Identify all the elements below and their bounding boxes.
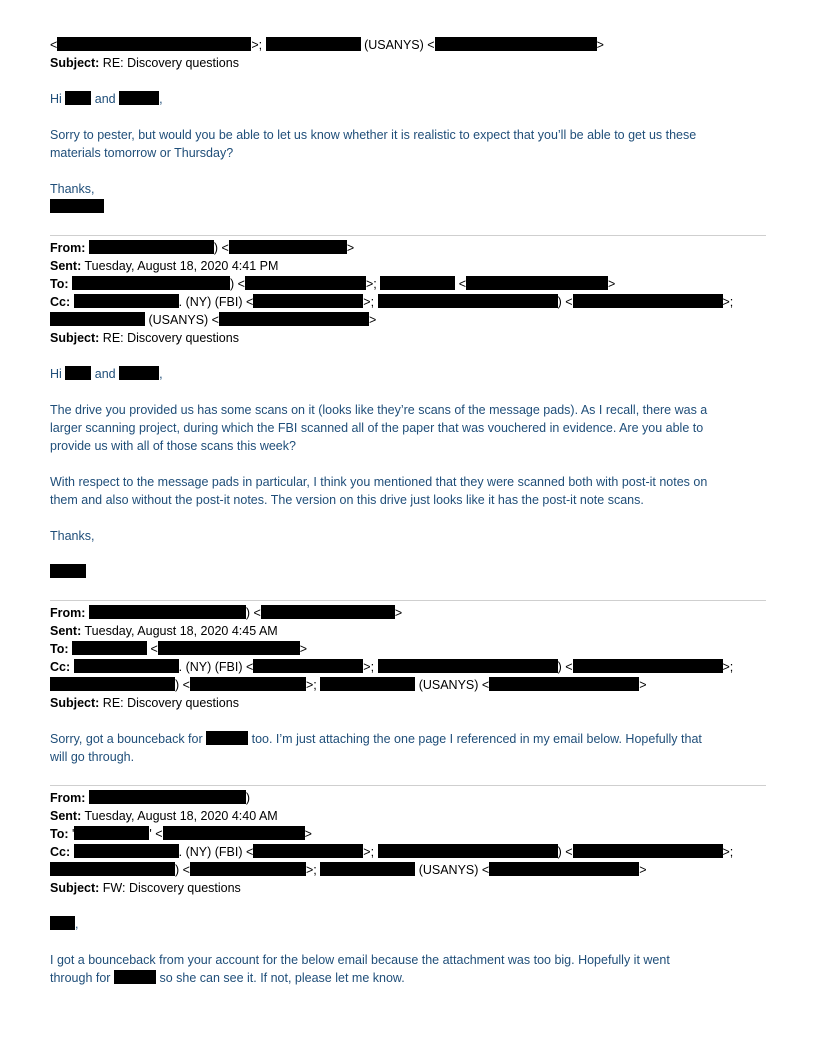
msg3-cc-line: Cc: . (NY) (FBI) < >; ) < >; bbox=[50, 660, 734, 674]
msg4-sent-line: Sent: Tuesday, August 18, 2020 4:40 AM bbox=[50, 809, 278, 823]
redaction bbox=[378, 659, 558, 673]
msg4-to-line: To: ' ' < > bbox=[50, 827, 312, 841]
redaction bbox=[378, 844, 558, 858]
redaction bbox=[229, 240, 347, 254]
redaction bbox=[50, 564, 86, 578]
redaction bbox=[57, 37, 251, 51]
msg2-subject-line: Subject: RE: Discovery questions bbox=[50, 331, 239, 345]
redaction bbox=[114, 970, 156, 984]
redaction bbox=[489, 862, 639, 876]
redaction bbox=[466, 276, 608, 290]
msg3-body-line: will go through. bbox=[50, 750, 135, 764]
msg2-to-line: To: ) < >; < > bbox=[50, 277, 616, 291]
redaction bbox=[50, 677, 175, 691]
redaction bbox=[253, 659, 363, 673]
msg4-subject-line: Subject: FW: Discovery questions bbox=[50, 881, 241, 895]
redaction bbox=[74, 659, 179, 673]
msg4-body-line: I got a bounceback from your account for the below email because the attachment was too big. Hopefully it went bbox=[50, 953, 670, 967]
redaction bbox=[74, 294, 179, 308]
redaction bbox=[245, 276, 366, 290]
msg3-body-line: Sorry, got a bounceback for too. I’m just attaching the one page I referenced in my email below. Hopefully that bbox=[50, 732, 702, 746]
msg4-body-line: through for so she can see it. If not, please let me know. bbox=[50, 971, 405, 985]
redaction bbox=[50, 199, 104, 213]
msg2-body-line: The drive you provided us has some scans on it (looks like they’re scans of the message pads). As I recall, there was a bbox=[50, 403, 708, 417]
msg2-cc-line-2: (USANYS) < > bbox=[50, 311, 376, 329]
redaction bbox=[573, 659, 723, 673]
redaction bbox=[65, 91, 91, 105]
redaction bbox=[119, 366, 159, 380]
msg3-to-line: To: < > bbox=[50, 642, 308, 656]
redaction bbox=[573, 294, 723, 308]
msg2-greeting: Hi and , bbox=[50, 367, 163, 381]
redaction bbox=[50, 312, 145, 326]
msg2-sent-line: Sent: Tuesday, August 18, 2020 4:41 PM bbox=[50, 259, 279, 273]
message-divider bbox=[50, 600, 766, 601]
msg1-greeting: Hi and , bbox=[50, 92, 163, 106]
redaction bbox=[65, 366, 91, 380]
msg3-sent-line: Sent: Tuesday, August 18, 2020 4:45 AM bbox=[50, 624, 278, 638]
msg4-greeting: , bbox=[50, 915, 78, 933]
redaction bbox=[190, 862, 306, 876]
redaction bbox=[89, 790, 246, 804]
msg3-cc-line-2: ) < >; (USANYS) < > bbox=[50, 676, 647, 694]
msg3-subject-line: Subject: RE: Discovery questions bbox=[50, 696, 239, 710]
redaction bbox=[89, 605, 246, 619]
header-recipients-line: < >; (USANYS) < > bbox=[50, 38, 604, 52]
msg3-from-line: From: ) < > bbox=[50, 606, 403, 620]
redaction bbox=[253, 844, 363, 858]
msg1-body-line: materials tomorrow or Thursday? bbox=[50, 146, 234, 160]
redaction bbox=[435, 37, 597, 51]
redaction bbox=[380, 276, 455, 290]
msg2-body-line: provide us with all of those scans this week? bbox=[50, 439, 296, 453]
msg1-signature bbox=[50, 198, 104, 216]
redaction bbox=[253, 294, 363, 308]
redaction bbox=[261, 605, 395, 619]
msg2-from-line: From: ) < > bbox=[50, 241, 355, 255]
redaction bbox=[72, 641, 147, 655]
redaction bbox=[219, 312, 369, 326]
redaction bbox=[266, 37, 361, 51]
redaction bbox=[158, 641, 300, 655]
redaction bbox=[50, 916, 75, 930]
message-divider bbox=[50, 235, 766, 236]
message-divider bbox=[50, 785, 766, 786]
redaction bbox=[89, 240, 214, 254]
redaction bbox=[573, 844, 723, 858]
msg1-closing: Thanks, bbox=[50, 182, 95, 196]
msg4-from-line: From: ) bbox=[50, 791, 251, 805]
redaction bbox=[119, 91, 159, 105]
msg4-cc-line-2: ) < >; (USANYS) < > bbox=[50, 861, 647, 879]
msg1-body-line: Sorry to pester, but would you be able to let us know whether it is realistic to expect that you’ll be able to get us these bbox=[50, 128, 697, 142]
redaction bbox=[206, 731, 248, 745]
msg2-closing: Thanks, bbox=[50, 529, 95, 543]
redaction bbox=[190, 677, 306, 691]
msg2-cc-line: Cc: . (NY) (FBI) < >; ) < >; bbox=[50, 295, 734, 309]
redaction bbox=[72, 276, 230, 290]
msg2-body-line: them and also without the post-it notes. The version on this drive just looks like it has the post-it note scans. bbox=[50, 493, 644, 507]
msg4-cc-line: Cc: . (NY) (FBI) < >; ) < >; bbox=[50, 845, 734, 859]
redaction bbox=[50, 862, 175, 876]
redaction bbox=[489, 677, 639, 691]
redaction bbox=[74, 826, 149, 840]
msg2-body-line: With respect to the message pads in particular, I think you mentioned that they were scanned both with post-it notes on bbox=[50, 475, 708, 489]
redaction bbox=[320, 677, 415, 691]
redaction bbox=[378, 294, 558, 308]
redaction bbox=[74, 844, 179, 858]
msg2-signature bbox=[50, 563, 86, 581]
header-subject-line: Subject: RE: Discovery questions bbox=[50, 56, 239, 70]
redaction bbox=[163, 826, 305, 840]
redaction bbox=[320, 862, 415, 876]
msg2-body-line: larger scanning project, during which the FBI scanned all of the paper that was vouchered in evidence. Are you able to bbox=[50, 421, 704, 435]
